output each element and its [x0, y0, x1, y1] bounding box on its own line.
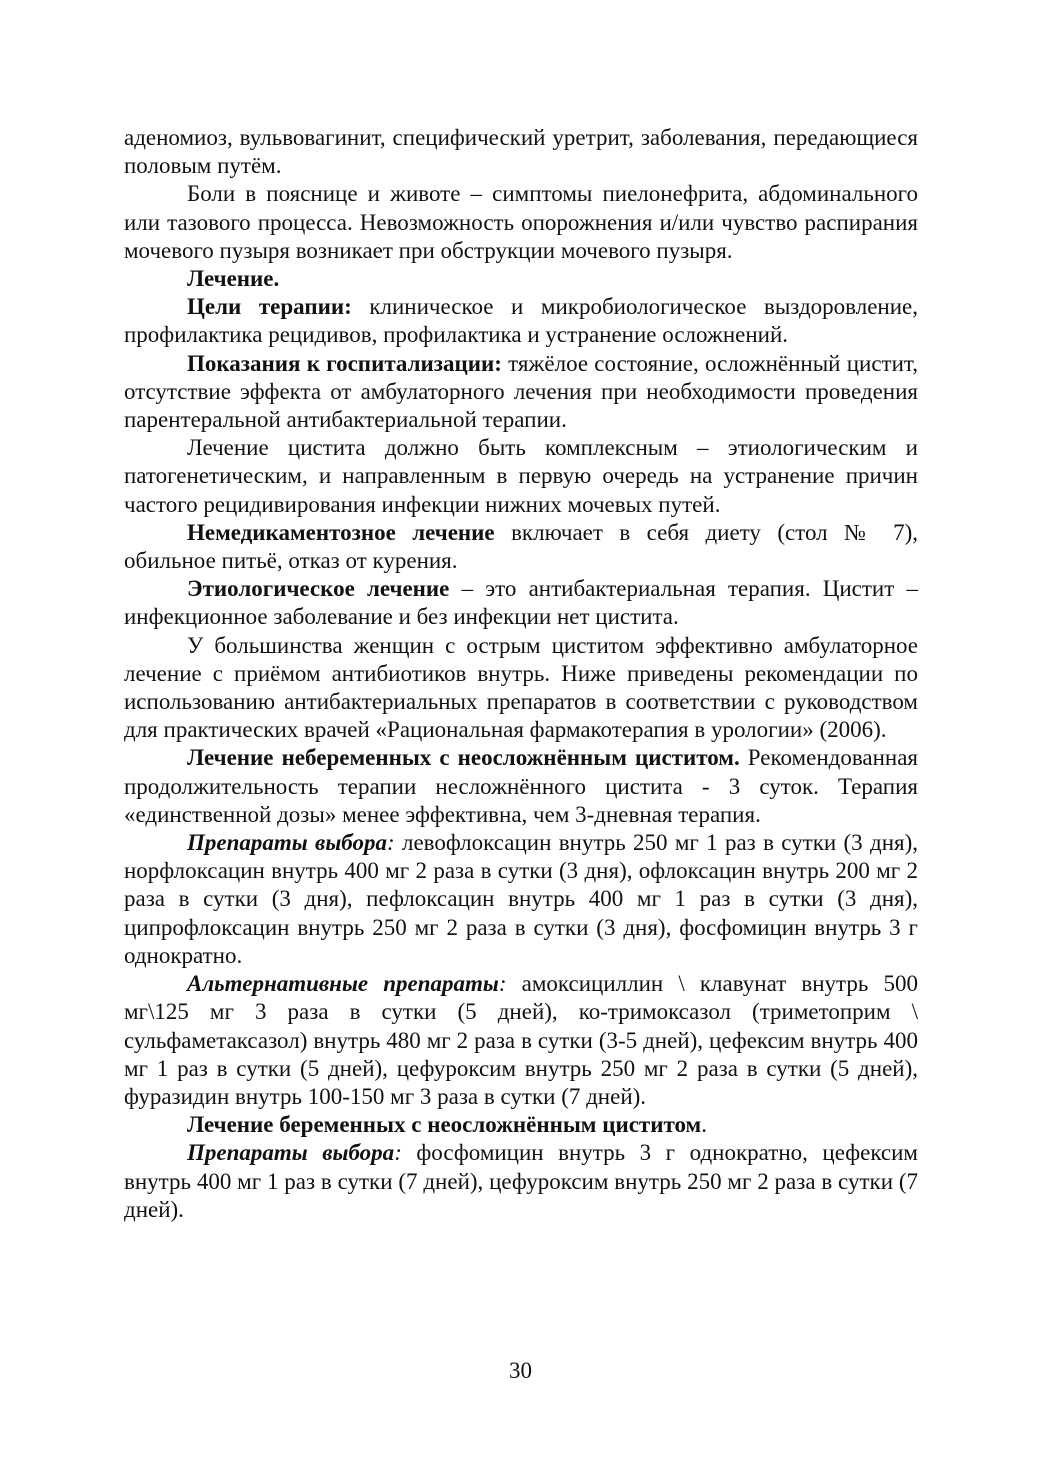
- paragraph-text: фосфомицин внутрь 3 г однократно, цефексим внутрь 400 мг 1 раз в сутки (7 дней), цефуроксим внутрь 250 мг 2 раза в сутки (7 дней).: [124, 1140, 918, 1222]
- page-number: 30: [509, 1358, 532, 1383]
- paragraph-ambulatory: [124, 632, 918, 745]
- paragraph-etiological-treatment: [124, 575, 918, 631]
- paragraph-alternative-drugs: [124, 970, 918, 1111]
- paragraph-complex-treatment: [124, 434, 918, 519]
- term-bold-italic: Препараты выбора: [187, 1140, 395, 1166]
- term-bold: Показания к госпитализации:: [187, 350, 502, 376]
- paragraph-hospitalization: [124, 350, 918, 435]
- term-colon: :: [498, 971, 507, 997]
- paragraph-text: тяжёлое состояние, осложнённый цистит, отсутствие эффекта от амбулаторного лечения при необходимости проведения парентеральной антибактериальной терапии.: [124, 350, 918, 433]
- paragraph-text: амоксициллин \ клавунат внутрь 500 мг\125 мг 3 раза в сутки (5 дней), ко-тримоксазол (триметоприм \ сульфаметаксазол) внутрь 480 мг 2 раза в сутки (3-5 дней), цефексим внутрь 400 мг 1 раз в сутки (5 дней), цефуроксим внутрь 250 мг 2 раза в сутки (5 дней), фуразидин внутрь 100-150 мг 3 раза в сутки (7 дней).: [124, 971, 918, 1109]
- paragraph-text: .: [701, 1112, 707, 1138]
- paragraph-drugs-of-choice: [124, 829, 918, 970]
- paragraph-text: – это антибактериальная терапия. Цистит – инфекционное заболевание и без инфекции нет цистита.: [124, 576, 918, 630]
- term-bold: Цели терапии:: [187, 294, 352, 320]
- term-bold: Этиологическое лечение: [187, 576, 450, 602]
- heading-text: Лечение.: [187, 266, 280, 292]
- paragraph-text: У большинства женщин с острым циститом эффективно амбулаторное лечение с приёмом антибиотиков внутрь. Ниже приведены рекомендации по использованию антибактериальных препаратов в соответствии с руководством для практических врачей «Рациональная фармакотерапия в урологии» (2006).: [124, 632, 918, 743]
- paragraph-pain-symptoms: [124, 180, 918, 265]
- paragraph-pregnant-drugs: [124, 1139, 918, 1224]
- term-bold: Лечение беременных с неосложнённым циститом: [187, 1112, 702, 1138]
- paragraph-text: левофлоксацин внутрь 250 мг 1 раз в сутки (3 дня), норфлоксацин внутрь 400 мг 2 раза в сутки (3 дня), офлоксацин внутрь 200 мг 2 раза в сутки (3 дня), пефлоксацин внутрь 400 мг 1 раз в сутки (3 дня), ципрофлоксацин внутрь 250 мг 2 раза в сутки (3 дня), фосфомицин внутрь 3 г однократно.: [124, 830, 918, 968]
- term-bold-italic: Препараты выбора: [187, 830, 387, 856]
- term-bold: Лечение небеременных с неосложнённым циститом.: [187, 745, 740, 771]
- paragraph-text: аденомиоз, вульвовагинит, специфический уретрит, заболевания, передающиеся половым путём.: [124, 125, 918, 179]
- paragraph-non-pregnant: [124, 744, 918, 829]
- paragraph-non-drug-treatment: [124, 519, 918, 575]
- term-colon: :: [394, 1140, 402, 1166]
- paragraph-text: клиническое и микробиологическое выздоровление, профилактика рецидивов, профилактика и устранение осложнений.: [124, 294, 918, 348]
- paragraph-text: Боли в пояснице и животе – симптомы пиелонефрита, абдоминального или тазового процесса. Невозможность опорожнения и/или чувство распирания мочевого пузыря возникает при обструкции мочевого пузыря.: [124, 181, 918, 263]
- paragraph-text: Рекомендованная продолжительность терапии несложнённого цистита - 3 суток. Терапия «единственной дозы» менее эффективна, чем 3-дневная терапия.: [124, 745, 918, 827]
- term-bold: Немедикаментозное лечение: [187, 519, 495, 545]
- paragraph-continuation: [124, 124, 918, 180]
- term-bold-italic: Альтернативные препараты: [187, 971, 499, 997]
- paragraph-pregnant-heading: [124, 1111, 918, 1139]
- paragraph-therapy-goals: [124, 293, 918, 349]
- paragraph-text: включает в себя диету (стол № 7), обильное питьё, отказ от курения.: [124, 519, 918, 574]
- paragraph-text: Лечение цистита должно быть комплексным – этиологическим и патогенетическим, и направленным в первую очередь на устранение причин частого рецидивирования инфекции нижних мочевых путей.: [124, 435, 918, 517]
- document-body: [124, 124, 918, 1224]
- section-heading-treatment: [124, 265, 918, 293]
- term-colon: :: [386, 830, 395, 856]
